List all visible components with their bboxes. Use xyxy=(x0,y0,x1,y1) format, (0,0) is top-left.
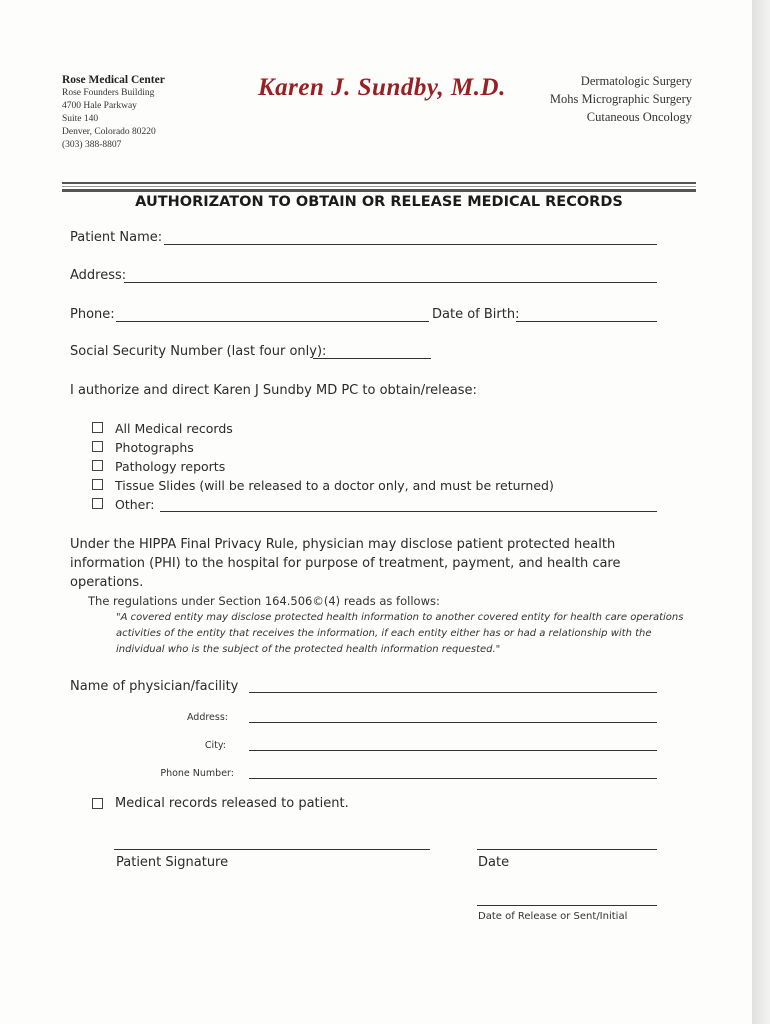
date-label: Date xyxy=(478,855,510,870)
ssn-label: Social Security Number (last four only): xyxy=(70,344,327,359)
header-divider xyxy=(62,189,696,192)
clinic-address-line: 4700 Hale Parkway xyxy=(62,101,137,111)
dob-field[interactable] xyxy=(516,321,657,322)
all-records-checkbox[interactable] xyxy=(92,422,103,433)
doctor-name: Karen J. Sundby, M.D. xyxy=(258,74,506,101)
specialty-item: Mohs Micrographic Surgery xyxy=(549,92,692,106)
specialty-item: Cutaneous Oncology xyxy=(586,110,692,124)
specialties-block xyxy=(550,72,692,126)
form-title xyxy=(0,194,752,210)
other-field[interactable] xyxy=(160,511,657,512)
clinic-address-line: Denver, Colorado 80220 xyxy=(62,127,156,137)
pathology-reports-checkbox[interactable] xyxy=(92,460,103,471)
hippa-paragraph: Under the HIPPA Final Privacy Rule, physician may disclose patient protected health information (PHI) to the hospital for purpose of treatment, payment, and health care operations. xyxy=(70,537,621,590)
physician-city-field[interactable] xyxy=(249,750,657,751)
other-label: Other: xyxy=(115,497,155,512)
physician-address-label: Address: xyxy=(186,712,228,723)
date-field[interactable] xyxy=(477,849,657,850)
physician-city-label: City: xyxy=(204,740,226,751)
all-records-label: All Medical records xyxy=(115,421,233,436)
header-divider xyxy=(62,186,696,187)
tissue-slides-checkbox[interactable] xyxy=(92,479,103,490)
page-edge xyxy=(752,0,770,1024)
other-checkbox[interactable] xyxy=(92,498,103,509)
clinic-name: Rose Medical Center xyxy=(62,74,165,86)
physician-label: Name of physician/facility xyxy=(70,679,239,694)
photographs-label: Photographs xyxy=(115,440,194,455)
header-divider xyxy=(62,182,696,184)
specialty-item: Dermatologic Surgery xyxy=(580,74,692,88)
clinic-address-line: Rose Founders Building xyxy=(62,88,155,98)
patient-signature-field[interactable] xyxy=(114,849,430,850)
authorize-statement: I authorize and direct Karen J Sundby MD PC to obtain/release: xyxy=(70,383,477,398)
phone-label: Phone: xyxy=(70,307,115,322)
physician-field[interactable] xyxy=(249,692,657,693)
address-label: Address: xyxy=(70,268,127,283)
released-to-patient-label: Medical records released to patient. xyxy=(115,796,349,811)
clinic-address-block xyxy=(62,74,165,152)
physician-phone-field[interactable] xyxy=(249,778,657,779)
patient-name-label: Patient Name: xyxy=(70,230,163,245)
clinic-address-line: Suite 140 xyxy=(62,114,99,124)
ssn-field[interactable] xyxy=(313,358,431,359)
pathology-reports-label: Pathology reports xyxy=(115,459,226,474)
release-date-label: Date of Release or Sent/Initial xyxy=(478,911,628,922)
physician-address-field[interactable] xyxy=(249,722,657,723)
patient-signature-label: Patient Signature xyxy=(116,855,229,870)
tissue-slides-label: Tissue Slides (will be released to a doctor only, and must be returned) xyxy=(115,478,554,493)
phone-field[interactable] xyxy=(116,321,429,322)
photographs-checkbox[interactable] xyxy=(92,441,103,452)
clinic-phone: (303) 388-8807 xyxy=(62,140,122,150)
regulation-quote: "A covered entity may disclose protected health information to another covered entity for health care operations activities of the entity that receives the information, if each entity either has or had a relationship with the individual who is the subject of the protected health information requested." xyxy=(116,612,684,655)
patient-name-field[interactable] xyxy=(164,244,657,245)
release-date-field[interactable] xyxy=(477,905,657,906)
form-title-text: AUTHORIZATON TO OBTAIN OR RELEASE MEDICAL RECORDS xyxy=(135,194,623,210)
regulation-intro: The regulations under Section 164.506©(4) reads as follows: xyxy=(88,594,440,608)
released-to-patient-checkbox[interactable] xyxy=(92,798,103,809)
physician-phone-label: Phone Number: xyxy=(160,768,234,779)
address-field[interactable] xyxy=(124,282,657,283)
dob-label: Date of Birth: xyxy=(432,307,520,322)
